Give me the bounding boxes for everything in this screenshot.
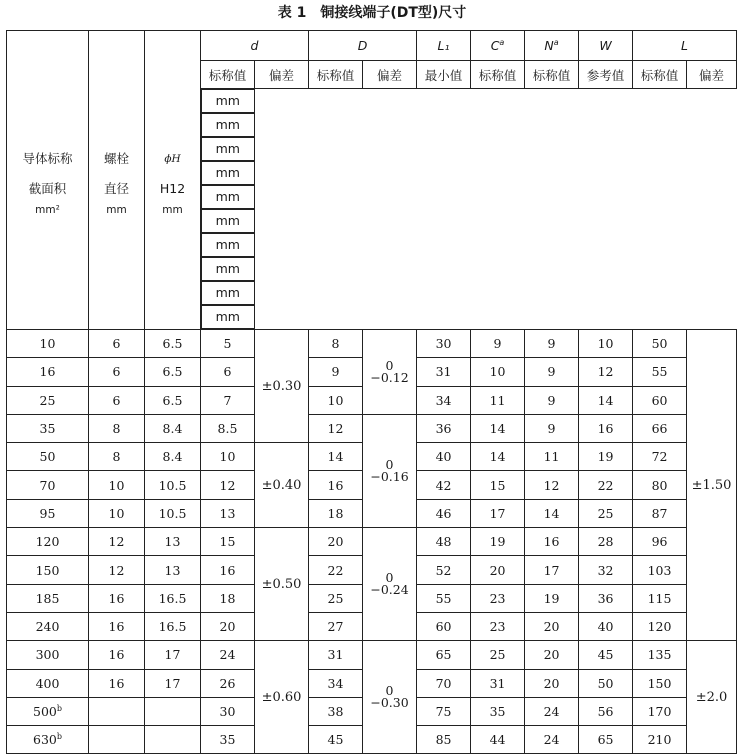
cell-area (7, 330, 89, 358)
unit-N: mm (201, 233, 255, 257)
header-hole (145, 31, 201, 330)
cell-C: 20 (471, 556, 525, 584)
cell-C: 17 (471, 499, 525, 527)
cell-L: 66 (633, 414, 687, 442)
header-C-nominal: 标称值 (471, 61, 525, 89)
cell-d: 20 (201, 612, 255, 640)
header-D-nominal: 标称值 (309, 61, 363, 89)
cell-D-deviation (363, 330, 417, 415)
cell-area-value: 185 (35, 590, 60, 606)
header-D: D (309, 31, 417, 61)
cell-L: 150 (633, 669, 687, 697)
unit-D-nominal: mm (201, 137, 255, 161)
cell-d-deviation: ±0.40 (255, 443, 309, 528)
cell-area-value: 240 (35, 619, 60, 635)
cell-L1: 55 (417, 584, 471, 612)
cell-bolt: 12 (89, 528, 145, 556)
cell-L1: 30 (417, 330, 471, 358)
cell-d: 6 (201, 358, 255, 386)
cell-L1: 34 (417, 386, 471, 414)
cell-L: 170 (633, 697, 687, 725)
cell-D: 25 (309, 584, 363, 612)
cell-area-value: 35 (39, 421, 56, 437)
cell-W: 19 (579, 443, 633, 471)
cell-d: 8.5 (201, 414, 255, 442)
cell-D: 20 (309, 528, 363, 556)
header-area-line2: 截面积 (28, 181, 67, 196)
cell-d: 30 (201, 697, 255, 725)
header-L1-min: 最小值 (417, 61, 471, 89)
header-hole-symbol: ϕH (164, 153, 181, 165)
cell-L: 80 (633, 471, 687, 499)
header-N-nominal: 标称值 (525, 61, 579, 89)
cell-L: 60 (633, 386, 687, 414)
cell-L1: 60 (417, 612, 471, 640)
cell-D-upper: 0 (385, 357, 394, 373)
cell-hole: 10.5 (145, 499, 201, 527)
cell-C: 10 (471, 358, 525, 386)
cell-bolt (89, 697, 145, 725)
cell-area-value: 95 (39, 505, 56, 521)
unit-L1: mm (201, 185, 255, 209)
cell-area (7, 358, 89, 386)
cell-area-value: 70 (39, 477, 56, 493)
cell-L1: 46 (417, 499, 471, 527)
cell-bolt (89, 726, 145, 754)
header-W: W (579, 31, 633, 61)
cell-D: 14 (309, 443, 363, 471)
cell-d: 24 (201, 641, 255, 669)
cell-D: 10 (309, 386, 363, 414)
header-area-unit: mm² (35, 204, 60, 216)
header-L1: L₁ (417, 31, 471, 61)
cell-L1: 42 (417, 471, 471, 499)
cell-C: 14 (471, 414, 525, 442)
cell-N: 9 (525, 414, 579, 442)
cell-D-upper: 0 (385, 683, 394, 699)
cell-hole: 16.5 (145, 584, 201, 612)
cell-d: 5 (201, 330, 255, 358)
cell-area (7, 528, 89, 556)
cell-C: 25 (471, 641, 525, 669)
cell-D: 45 (309, 726, 363, 754)
cell-D-lower: −0.30 (370, 695, 409, 711)
cell-W: 56 (579, 697, 633, 725)
cell-L1: 70 (417, 669, 471, 697)
cell-D: 38 (309, 697, 363, 725)
cell-area-note: b (56, 703, 62, 713)
cell-hole: 6.5 (145, 358, 201, 386)
unit-W: mm (201, 257, 255, 281)
cell-D-lower: −0.24 (370, 582, 409, 598)
cell-L: 120 (633, 612, 687, 640)
cell-N: 12 (525, 471, 579, 499)
header-area-line1: 导体标称 (22, 151, 73, 166)
cell-W: 45 (579, 641, 633, 669)
cell-area (7, 612, 89, 640)
cell-N: 20 (525, 641, 579, 669)
cell-W: 65 (579, 726, 633, 754)
header-C-note: a (499, 37, 505, 47)
cell-D-deviation (363, 641, 417, 754)
cell-W: 36 (579, 584, 633, 612)
cell-D: 16 (309, 471, 363, 499)
cell-area-value: 400 (35, 675, 60, 691)
cell-D-deviation (363, 528, 417, 641)
cell-W: 40 (579, 612, 633, 640)
cell-area (7, 386, 89, 414)
cell-bolt: 6 (89, 358, 145, 386)
cell-bolt: 6 (89, 386, 145, 414)
header-bolt-line2: 直径 (103, 181, 129, 196)
cell-L: 55 (633, 358, 687, 386)
header-N-symbol: N (544, 38, 554, 54)
cell-C: 9 (471, 330, 525, 358)
cell-L: 103 (633, 556, 687, 584)
cell-d: 16 (201, 556, 255, 584)
cell-D: 12 (309, 414, 363, 442)
header-bolt (89, 31, 145, 330)
cell-N: 17 (525, 556, 579, 584)
unit-d-nominal: mm (201, 89, 255, 113)
header-hole-grade: H12 (159, 181, 186, 196)
cell-area (7, 726, 89, 754)
cell-D-upper: 0 (385, 456, 394, 472)
cell-N: 14 (525, 499, 579, 527)
table-row (7, 641, 737, 669)
cell-W: 50 (579, 669, 633, 697)
header-L-deviation: 偏差 (687, 61, 737, 89)
cell-N: 16 (525, 528, 579, 556)
cell-C: 14 (471, 443, 525, 471)
cell-L1: 75 (417, 697, 471, 725)
cell-N: 11 (525, 443, 579, 471)
cell-bolt: 8 (89, 443, 145, 471)
header-d-deviation: 偏差 (255, 61, 309, 89)
cell-hole: 17 (145, 641, 201, 669)
cell-D-lower: −0.12 (370, 369, 409, 385)
cell-d: 12 (201, 471, 255, 499)
cell-W: 16 (579, 414, 633, 442)
cell-D-deviation (363, 414, 417, 527)
cell-L: 72 (633, 443, 687, 471)
cell-bolt: 10 (89, 471, 145, 499)
cell-area (7, 584, 89, 612)
cell-C: 23 (471, 612, 525, 640)
cell-C: 44 (471, 726, 525, 754)
cell-area-value: 25 (39, 392, 56, 408)
cell-area-value: 50 (39, 449, 56, 465)
cell-C: 11 (471, 386, 525, 414)
header-C (471, 31, 525, 61)
cell-D: 34 (309, 669, 363, 697)
cell-L-deviation: ±2.0 (687, 641, 737, 754)
cell-area-value: 500 (33, 704, 57, 720)
cell-area (7, 471, 89, 499)
unit-L-deviation: mm (201, 305, 255, 329)
cell-area (7, 556, 89, 584)
cell-L: 210 (633, 726, 687, 754)
cell-area (7, 414, 89, 442)
cell-hole: 16.5 (145, 612, 201, 640)
cell-N: 9 (525, 386, 579, 414)
cell-L1: 48 (417, 528, 471, 556)
cell-D: 22 (309, 556, 363, 584)
cell-hole (145, 697, 201, 725)
cell-d: 13 (201, 499, 255, 527)
cell-W: 12 (579, 358, 633, 386)
cell-hole: 17 (145, 669, 201, 697)
cell-hole: 6.5 (145, 330, 201, 358)
cell-area-value: 300 (35, 647, 60, 663)
cell-d: 18 (201, 584, 255, 612)
cell-hole (145, 726, 201, 754)
cell-D: 9 (309, 358, 363, 386)
header-hole-unit: mm (162, 204, 183, 216)
table-row (7, 528, 737, 556)
table-caption: 表 1 铜接线端子(DT型)尺寸 (277, 5, 467, 21)
cell-W: 32 (579, 556, 633, 584)
cell-C: 15 (471, 471, 525, 499)
cell-C: 19 (471, 528, 525, 556)
cell-area-value: 150 (35, 562, 60, 578)
cell-D: 27 (309, 612, 363, 640)
cell-bolt: 10 (89, 499, 145, 527)
cell-W: 25 (579, 499, 633, 527)
table-row (7, 330, 737, 358)
cell-W: 28 (579, 528, 633, 556)
cell-L1: 52 (417, 556, 471, 584)
unit-D-deviation: mm (201, 161, 255, 185)
cell-hole: 13 (145, 528, 201, 556)
cell-L: 135 (633, 641, 687, 669)
cell-bolt: 16 (89, 641, 145, 669)
header-C-symbol: C (490, 38, 500, 54)
cell-d: 35 (201, 726, 255, 754)
terminal-dimension-table (6, 30, 737, 754)
cell-D-lower: −0.16 (370, 468, 409, 484)
cell-D-upper: 0 (385, 570, 394, 586)
cell-area (7, 697, 89, 725)
cell-W: 22 (579, 471, 633, 499)
cell-L-deviation: ±1.50 (687, 330, 737, 641)
cell-C: 23 (471, 584, 525, 612)
cell-L: 50 (633, 330, 687, 358)
cell-C: 35 (471, 697, 525, 725)
header-L: L (633, 31, 737, 61)
cell-area-value: 10 (39, 336, 56, 352)
header-bolt-unit: mm (106, 204, 127, 216)
unit-C: mm (201, 209, 255, 233)
cell-d: 26 (201, 669, 255, 697)
cell-area (7, 669, 89, 697)
cell-hole: 10.5 (145, 471, 201, 499)
header-bolt-line1: 螺栓 (103, 151, 129, 166)
cell-d: 7 (201, 386, 255, 414)
cell-N: 9 (525, 358, 579, 386)
cell-L: 115 (633, 584, 687, 612)
cell-N: 24 (525, 697, 579, 725)
cell-area (7, 641, 89, 669)
cell-L1: 36 (417, 414, 471, 442)
cell-bolt: 16 (89, 584, 145, 612)
cell-N: 19 (525, 584, 579, 612)
cell-N: 20 (525, 612, 579, 640)
cell-d: 10 (201, 443, 255, 471)
cell-L: 87 (633, 499, 687, 527)
cell-L1: 31 (417, 358, 471, 386)
cell-hole: 13 (145, 556, 201, 584)
cell-area-value: 16 (39, 364, 56, 380)
header-D-deviation: 偏差 (363, 61, 417, 89)
cell-d-deviation: ±0.30 (255, 330, 309, 443)
cell-d-deviation: ±0.50 (255, 528, 309, 641)
cell-D: 8 (309, 330, 363, 358)
cell-D: 31 (309, 641, 363, 669)
cell-N: 20 (525, 669, 579, 697)
cell-L1: 65 (417, 641, 471, 669)
cell-bolt: 16 (89, 612, 145, 640)
cell-area-value: 630 (33, 732, 57, 748)
unit-L-nominal: mm (201, 281, 255, 305)
cell-D: 18 (309, 499, 363, 527)
cell-N: 9 (525, 330, 579, 358)
table-body (7, 330, 737, 754)
cell-bolt: 12 (89, 556, 145, 584)
cell-L: 96 (633, 528, 687, 556)
cell-bolt: 16 (89, 669, 145, 697)
header-W-reference: 参考值 (579, 61, 633, 89)
cell-W: 10 (579, 330, 633, 358)
cell-L1: 40 (417, 443, 471, 471)
cell-d: 15 (201, 528, 255, 556)
cell-C: 31 (471, 669, 525, 697)
cell-N: 24 (525, 726, 579, 754)
cell-W: 14 (579, 386, 633, 414)
cell-area-value: 120 (35, 534, 60, 550)
cell-area (7, 443, 89, 471)
header-area (7, 31, 89, 330)
cell-hole: 8.4 (145, 414, 201, 442)
header-d: d (201, 31, 309, 61)
cell-bolt: 8 (89, 414, 145, 442)
cell-d-deviation: ±0.60 (255, 641, 309, 754)
cell-bolt: 6 (89, 330, 145, 358)
cell-area-note: b (56, 732, 62, 742)
header-N (525, 31, 579, 61)
header-d-nominal: 标称值 (201, 61, 255, 89)
cell-L1: 85 (417, 726, 471, 754)
header-L-nominal: 标称值 (633, 61, 687, 89)
cell-area (7, 499, 89, 527)
cell-hole: 6.5 (145, 386, 201, 414)
cell-hole: 8.4 (145, 443, 201, 471)
header-N-note: a (553, 37, 559, 47)
unit-d-deviation: mm (201, 113, 255, 137)
table-row (7, 414, 737, 442)
